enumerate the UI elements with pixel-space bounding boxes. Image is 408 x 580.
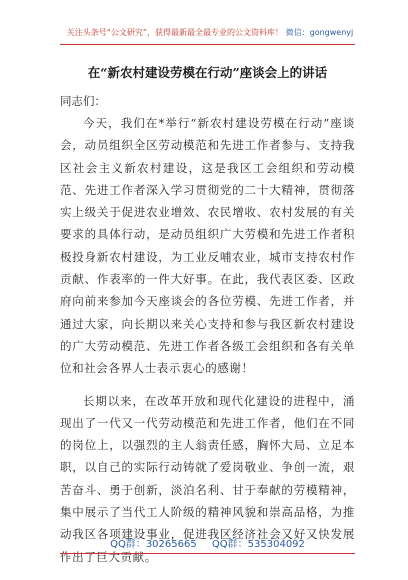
header-wechat-label: 微信： [285,28,310,37]
header-promo-text: 关注头条号“公文研究”，获得最新最全最专业的公文资料库！ [66,28,284,37]
paragraph: 长期以来，在改革开放和现代化建设的进程中，涌现出了一代又一代劳动模范和先进工作者，他们在不同的岗位上，以强烈的主人翁责任感，胸怀大局、立足本职，以自己的实际行动铸就了爱岗敬业、争创一流，艰苦奋斗、勇于创新，淡泊名利、甘于奉献的劳模精神，集中展示了当代工人阶级的精神风貌和崇高品格，为推动我区各项建设事业，促进我区经济社会又好又快发展作出了巨大贡献。 [60,393,355,564]
footer-qq-group-1: QQ群：30265665 [110,539,197,550]
paragraph: 今天，我们在*举行“新农村建设劳模在行动”座谈会，动员组织全区劳动模范和先进工作者参与、支持我区社会主义新农村建设，这是我区工会组织和劳动模范、先进工作者深入学习贯彻党的二十大精神，贯彻落实上级关于促进农业增效、农民增收、农村发展的有关要求的具体行动，是动员组织广大劳模和先进工作者积极投身新农村建设，为工业反哺农业，城市支持农村作贡献、作表率的一件大好事。在此，我代表区委、区政府向前来参加今天座谈会的各位劳模、先进工作者，并通过大家，向长期以来关心支持和参与我区新农村建设的广大劳动模范、先进工作者各级工会组织和各有关单位和社会各界人士表示衷心的感谢！ [60,116,355,376]
document-title: 在“新农村建设劳模在行动”座谈会上的讲话 [87,65,328,80]
header-wechat-id: gongwenyj [309,28,354,37]
salutation: 同志们： [60,94,106,108]
page-header [60,26,360,40]
footer-divider [60,553,355,554]
document-body [60,112,355,568]
page-footer [60,538,355,552]
footer-qq-group-2: QQ群：535304092 [211,539,305,550]
header-divider [60,44,355,45]
